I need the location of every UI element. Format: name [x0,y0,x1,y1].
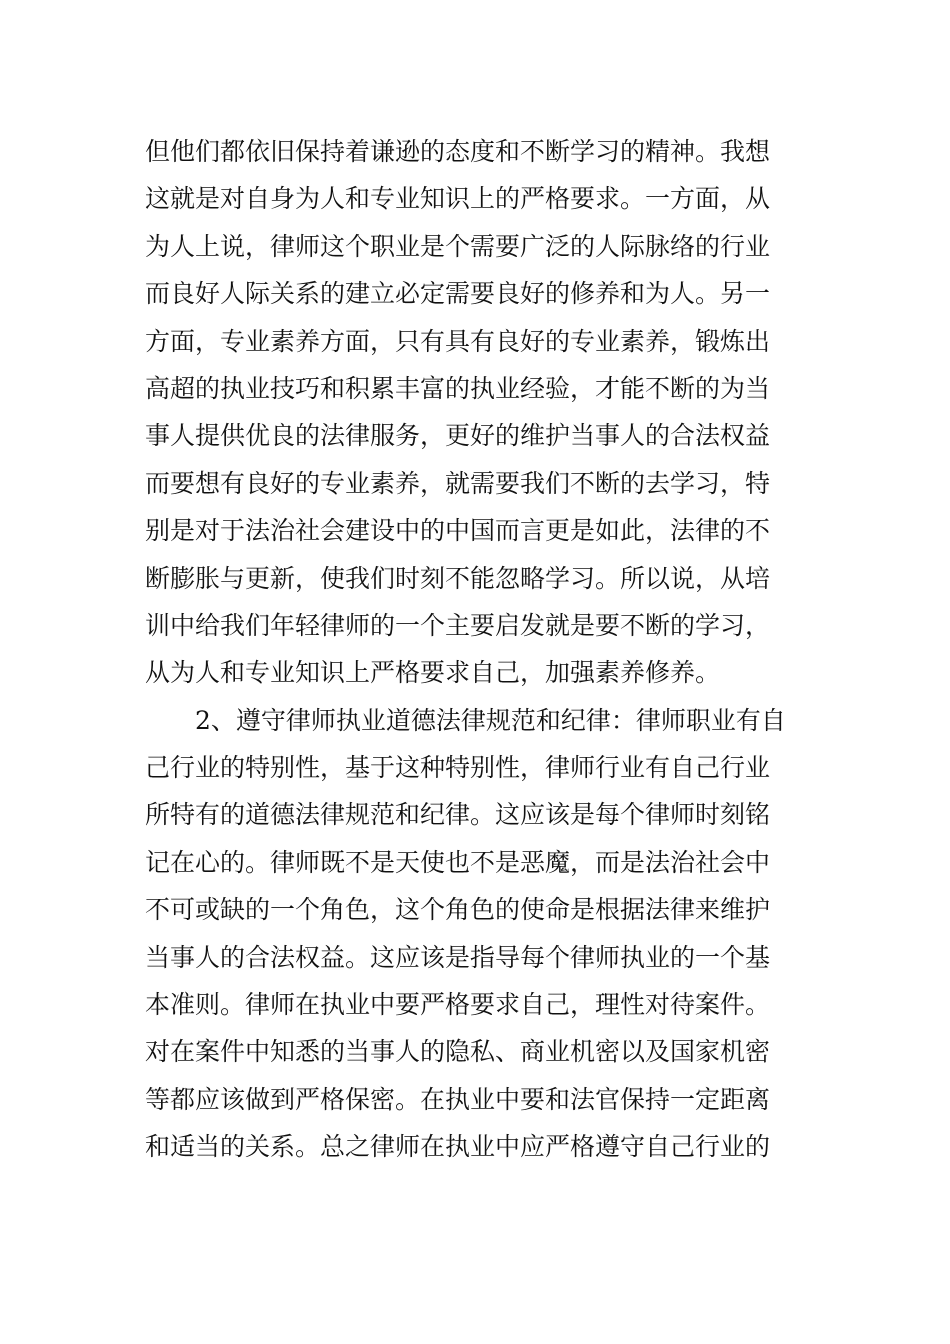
paragraph-start-line: 2、遵守律师执业道德法律规范和纪律：律师职业有自 [195,705,786,735]
text-line: 和适当的关系。总之律师在执业中应严格遵守自己行业的 [145,1132,771,1162]
text-line: 当事人的合法权益。这应该是指导每个律师执业的一个基 [145,942,771,972]
text-line: 本准则。律师在执业中要严格要求自己，理性对待案件。 [145,990,771,1020]
text-line: 方面，专业素养方面，只有具有良好的专业素养，锻炼出 [145,326,771,356]
text-line: 等都应该做到严格保密。在执业中要和法官保持一定距离 [145,1084,771,1114]
text-line: 为人上说，律师这个职业是个需要广泛的人际脉络的行业 [145,231,771,261]
text-line: 别是对于法治社会建设中的中国而言更是如此，法律的不 [145,516,771,546]
text-line: 事人提供优良的法律服务，更好的维护当事人的合法权益 [145,421,771,451]
text-line: 这就是对自身为人和专业知识上的严格要求。一方面，从 [145,184,771,214]
text-line: 从为人和专业知识上严格要求自己，加强素养修养。 [145,658,721,688]
body-text [145,128,815,1171]
text-line: 高超的执业技巧和积累丰富的执业经验，才能不断的为当 [145,373,771,403]
text-line: 训中给我们年轻律师的一个主要启发就是要不断的学习， [145,610,771,640]
text-line: 记在心的。律师既不是天使也不是恶魔，而是法治社会中 [145,847,771,877]
text-line: 而良好人际关系的建立必定需要良好的修养和为人。另一 [145,279,771,309]
text-line: 对在案件中知悉的当事人的隐私、商业机密以及国家机密 [145,1037,771,1067]
text-line: 而要想有良好的专业素养，就需要我们不断的去学习，特 [145,468,771,498]
text-line: 己行业的特别性，基于这种特别性，律师行业有自己行业 [145,753,771,783]
text-line: 但他们都依旧保持着谦逊的态度和不断学习的精神。我想 [145,137,771,166]
text-line: 断膨胀与更新，使我们时刻不能忽略学习。所以说，从培 [145,563,771,593]
text-line: 所特有的道德法律规范和纪律。这应该是每个律师时刻铭 [145,800,771,830]
text-line: 不可或缺的一个角色，这个角色的使命是根据法律来维护 [145,895,771,925]
